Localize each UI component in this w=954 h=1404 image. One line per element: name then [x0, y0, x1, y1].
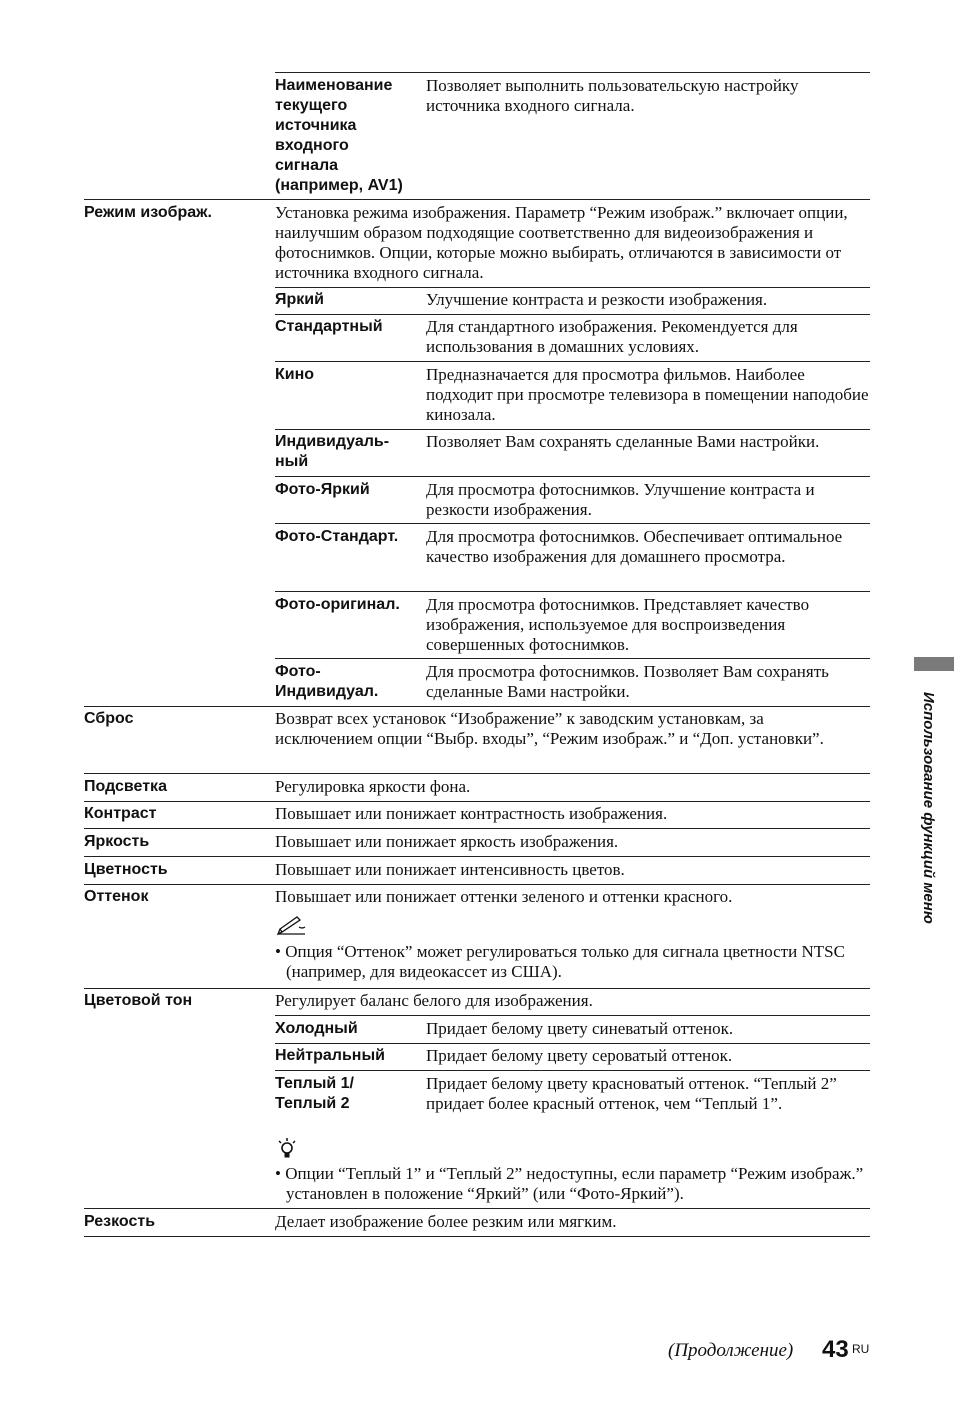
hue-note: • Опция “Оттенок” может регулироваться только для сигнала цветности NTSC (например, для видеокассет из США). [275, 942, 845, 981]
rule [84, 1236, 870, 1237]
mode-option-desc: Для просмотра фотоснимков. Обеспечивает оптимальное качество изображения для домашнего просмотра. [426, 527, 843, 566]
rule [275, 1015, 870, 1016]
rule [84, 706, 870, 707]
mode-option-term: Фото-Стандарт. [275, 528, 399, 545]
brightness-desc: Повышает или понижает яркость изображения. [275, 832, 619, 851]
rule [84, 801, 870, 802]
mode-option-desc: Для просмотра фотоснимков. Позволяет Вам сохранять сделанные Вами настройки. [426, 662, 829, 701]
color-temp-desc: Регулирует баланс белого для изображения. [275, 991, 593, 1010]
color-term: Цветность [84, 861, 168, 878]
reset-term: Сброс [84, 710, 134, 727]
mode-option-term: Кино [275, 366, 315, 383]
mode-option-desc: Предназначается для просмотра фильмов. Наиболее подходит при просмотре телевизора в помещении наподобие кинозала. [426, 365, 869, 424]
hue-term: Оттенок [84, 888, 149, 905]
color-temp-term: Цветовой тон [84, 992, 193, 1009]
backlight-term: Подсветка [84, 778, 167, 795]
rule [275, 314, 870, 315]
color-desc: Повышает или понижает интенсивность цветов. [275, 860, 625, 879]
rule [275, 523, 870, 524]
rule [275, 476, 870, 477]
mode-option-term: Индивидуаль-ный [275, 433, 390, 470]
rule [84, 884, 870, 885]
section-tab-marker [914, 657, 954, 671]
input-name-term: Наименование текущего источника входного сигнала (например, AV1) [275, 77, 403, 194]
input-name-desc: Позволяет выполнить пользовательскую настройку источника входного сигнала. [426, 76, 799, 115]
hue-desc: Повышает или понижает оттенки зеленого и оттенки красного. [275, 887, 733, 906]
brightness-term: Яркость [84, 833, 150, 850]
rule [275, 1043, 870, 1044]
sharpness-term: Резкость [84, 1213, 156, 1230]
tip-lightbulb-icon [276, 1137, 298, 1166]
color-temp-tip: • Опции “Теплый 1” и “Теплый 2” недоступны, если параметр “Режим изображ.” установлен в положение “Яркий” (или “Фото-Яркий”). [275, 1164, 864, 1203]
mode-option-term: Фото-оригинал. [275, 596, 400, 613]
temp-option-term: Теплый 1/ Теплый 2 [275, 1075, 354, 1112]
picture-mode-desc: Установка режима изображения. Параметр “Режим изображ.” включает опции, наилучшим образом подходящие соответственно для видеоизображения и фотоснимков. Опции, которые можно выбирать, отличаются в зависимости от источника входного сигнала. [275, 203, 848, 282]
rule [84, 773, 870, 774]
rule [275, 72, 870, 73]
mode-option-term: Фото-Индивидуал. [275, 663, 379, 700]
page-number: 43 [822, 1336, 849, 1363]
temp-option-desc: Придает белому цвету красноватый оттенок. “Теплый 2” придает более красный оттенок, чем “Теплый 1”. [426, 1074, 837, 1113]
mode-option-term: Яркий [275, 291, 324, 308]
contrast-desc: Повышает или понижает контрастность изображения. [275, 804, 668, 823]
rule [275, 429, 870, 430]
mode-option-desc: Для стандартного изображения. Рекомендуется для использования в домашних условиях. [426, 317, 798, 356]
section-side-label [914, 692, 942, 982]
rule [84, 988, 870, 989]
temp-option-term: Холодный [275, 1020, 358, 1037]
rule [84, 856, 870, 857]
note-pencil-icon [275, 915, 307, 942]
rule [275, 287, 870, 288]
rule [84, 199, 870, 200]
mode-option-term: Фото-Яркий [275, 481, 370, 498]
contrast-term: Контраст [84, 805, 157, 822]
mode-option-desc: Для просмотра фотоснимков. Представляет качество изображения, используемое для воспроизведения совершенных фотоснимков. [426, 595, 810, 654]
temp-option-term: Нейтральный [275, 1047, 385, 1064]
mode-option-term: Стандартный [275, 318, 383, 335]
temp-option-desc: Придает белому цвету сероватый оттенок. [426, 1046, 733, 1065]
rule [275, 658, 870, 659]
temp-option-desc: Придает белому цвету синеватый оттенок. [426, 1019, 734, 1038]
rule [275, 361, 870, 362]
mode-option-desc: Для просмотра фотоснимков. Улучшение контраста и резкости изображения. [426, 480, 815, 519]
section-side-label-text: Использование функций меню [920, 692, 937, 924]
reset-desc: Возврат всех установок “Изображение” к заводским установкам, за исключением опции “Выбр. входы”, “Режим изображ.” и “Доп. установки”. [275, 709, 824, 748]
rule [275, 1070, 870, 1071]
rule [84, 828, 870, 829]
rule [275, 591, 870, 592]
rule [84, 1208, 870, 1209]
backlight-desc: Регулировка яркости фона. [275, 777, 471, 796]
language-code: RU [852, 1342, 870, 1356]
sharpness-desc: Делает изображение более резким или мягким. [275, 1212, 617, 1231]
picture-mode-term: Режим изображ. [84, 204, 212, 221]
mode-option-desc: Позволяет Вам сохранять сделанные Вами настройки. [426, 432, 820, 451]
continued-label: (Продолжение) [668, 1340, 794, 1361]
mode-option-desc: Улучшение контраста и резкости изображения. [426, 290, 768, 309]
